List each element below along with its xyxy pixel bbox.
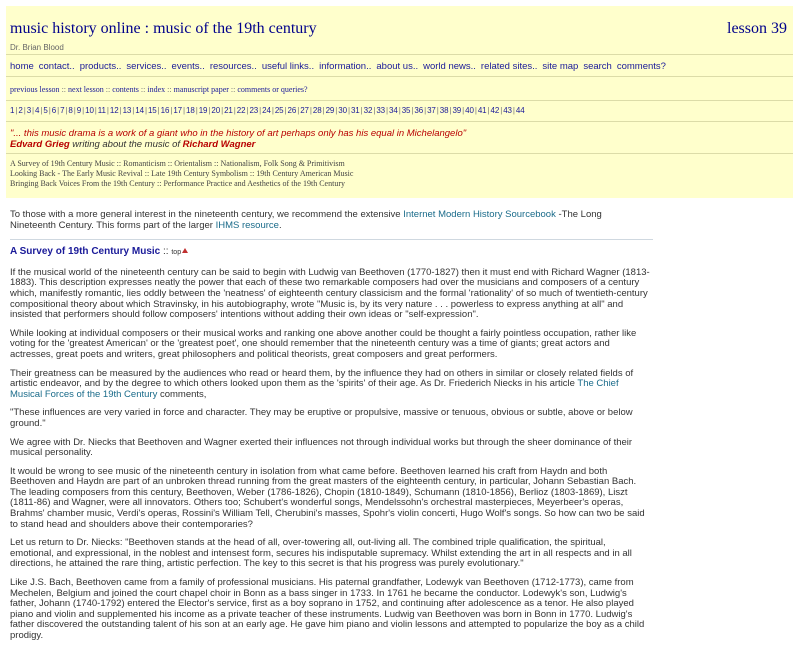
- topic-link[interactable]: Nationalism, Folk Song & Primitivism: [220, 159, 345, 168]
- lesson-link[interactable]: 1: [10, 106, 15, 115]
- lesson-link[interactable]: 39: [452, 106, 462, 115]
- paragraph: Let us return to Dr. Niecks: "Beethoven stands at the head of all, over-towering all, out-living all. The combined triple qualification, the spiritual, emotional, and expressional, in the noblest and intensest form, secures his indisputable supremacy. Whilst extending the art in all respects and in all directions, he attained the rare thing, artistic perfection. The key to this secret is that his progress was purely evolutionary.": [10, 537, 632, 570]
- separator: |: [170, 106, 173, 115]
- lesson-link[interactable]: 33: [376, 106, 386, 115]
- lessons-divider: [6, 121, 793, 122]
- separator: |: [398, 106, 401, 115]
- separator: |: [32, 106, 35, 115]
- lesson-link[interactable]: 15: [147, 106, 157, 115]
- separator: |: [233, 106, 236, 115]
- separator: ::: [167, 85, 172, 94]
- lesson-link[interactable]: 44: [515, 106, 525, 115]
- niecks-article-link[interactable]: The Chief Musical Forces of the 19th Century: [10, 378, 619, 400]
- sourcebook-link[interactable]: Internet Modern History Sourcebook: [403, 209, 556, 220]
- paragraph: It would be wrong to see music of the nineteenth century in isolation from what came before. Beethoven learned his craft from Haydn and both Beethoven and Haydn are part of an unbroken thread running from the great masters of the eighteenth century, in particular, Johann Sebastian Bach. The leading composers from this century, Beethoven, Weber (1786-1826), Chopin (1810-1849), Schumann (1810-1856), Berlioz (1803-1869), Liszt (1811-86) and Wagner, were all innovators. Others too; Schubert's wonderful songs, Mendelssohn's orchestral masterpieces, Meyerbeer's operas, Brahms' chamber music, Verdi's operas, Rossini's William Tell, Cherubini's masses, Spohr's violin concerti, Hugo Wolf's songs. So how can two be said to stand head and shoulders above their contemporaries?: [10, 465, 645, 530]
- section-separator: ::: [160, 246, 172, 258]
- topic-link[interactable]: Bringing Back Voices From the 19th Century: [10, 179, 156, 188]
- separator: |: [246, 106, 249, 115]
- separator: |: [297, 106, 300, 115]
- nav-item-comments[interactable]: comments?: [616, 61, 666, 72]
- lesson-number-nav: [10, 106, 525, 115]
- quote-attribution: [10, 139, 466, 150]
- separator: ::: [140, 85, 146, 94]
- separator: ::: [157, 179, 162, 188]
- separator: |: [474, 106, 477, 115]
- separator: |: [221, 106, 224, 115]
- sub-nav: [10, 85, 308, 94]
- topic-link[interactable]: Romanticism: [123, 159, 166, 168]
- nav-item-site-map[interactable]: site map: [542, 61, 579, 72]
- separator: ::: [144, 169, 150, 178]
- paragraph: Like J.S. Bach, Beethoven came from a family of professional musicians. His paternal grandfather, Lodewyk van Beethoven (1712-1773), came from Mechelen, Belgium and joined the court chapel choir in Bonn as a bass singer in 1733. In 1761 he became the conductor. Lodewyk's son, Ludwig's father, Johann (1740-1792) entered the Elector's service, first as a boy soprano in 1752, and continuing after adolescence as a tenor. He also played piano and violin and supplemented his income as a private teacher of these instruments. Ludwig van Beethoven was born in Bonn in 1770. Ludwig's father discovered the outstanding talent of his son at an early age. He gave him piano and violin lessons and attempted to popularize the boy as a child prodigy.: [10, 577, 645, 641]
- separator: ::: [61, 85, 67, 94]
- lesson-link[interactable]: 37: [427, 106, 436, 115]
- lesson-link[interactable]: 35: [401, 106, 411, 115]
- site-title[interactable]: music history online : music of the 19th century: [10, 20, 317, 37]
- lesson-link[interactable]: 12: [109, 106, 119, 115]
- lesson-link[interactable]: 36: [414, 106, 424, 115]
- lesson-link[interactable]: 20: [211, 106, 221, 115]
- paragraph: [10, 369, 650, 401]
- lesson-link[interactable]: 24: [262, 106, 271, 115]
- nav-item-products[interactable]: products..: [79, 61, 122, 72]
- separator: |: [23, 106, 26, 115]
- separator: |: [500, 106, 503, 115]
- lesson-link[interactable]: 23: [249, 106, 259, 115]
- lesson-link[interactable]: 21: [224, 106, 233, 115]
- quote-block: [10, 128, 466, 150]
- nav-divider: [6, 76, 793, 77]
- separator: |: [284, 106, 287, 115]
- lesson-link[interactable]: 3: [26, 106, 32, 115]
- topic-link[interactable]: Looking Back - The Early Music Revival: [10, 169, 143, 178]
- lesson-link[interactable]: 4: [35, 106, 40, 115]
- separator: |: [487, 106, 490, 115]
- lesson-link[interactable]: 2: [18, 106, 23, 115]
- separator: |: [15, 106, 18, 115]
- subnav-item[interactable]: comments or queries?: [237, 85, 308, 94]
- separator: |: [512, 106, 515, 115]
- nav-item-useful-links[interactable]: useful links..: [261, 61, 315, 72]
- separator: |: [40, 106, 43, 115]
- subnav-item[interactable]: contents: [112, 85, 139, 94]
- paragraph-text: Their greatness can be measured by the audiences who read or heard them, by the influence they had on others in similar or closely related fields of artistic endeavor, and by the degree to which others looked upon them as the 'spirits' of their age. As Dr. Friederich Niecks in his article: [10, 367, 634, 390]
- lesson-link[interactable]: 22: [236, 106, 246, 115]
- separator: |: [322, 106, 325, 115]
- separator: |: [48, 106, 51, 115]
- lesson-link[interactable]: 5: [43, 106, 48, 115]
- topic-link[interactable]: Performance Practice and Aesthetics of the 19th Century: [163, 179, 345, 188]
- lesson-link[interactable]: 41: [477, 106, 487, 115]
- nav-item-resources[interactable]: resources..: [209, 61, 257, 72]
- separator: ::: [230, 85, 236, 94]
- separator: |: [259, 106, 262, 115]
- topic-link[interactable]: A Survey of 19th Century Music: [10, 159, 115, 168]
- lesson-link[interactable]: 7: [60, 106, 65, 115]
- separator: ::: [214, 159, 219, 168]
- separator: |: [195, 106, 198, 115]
- separator: |: [157, 106, 160, 115]
- lesson-link[interactable]: 9: [76, 106, 82, 115]
- lesson-link[interactable]: 28: [312, 106, 322, 115]
- nav-item-search[interactable]: search: [583, 61, 612, 72]
- subnav-item[interactable]: previous lesson: [10, 85, 60, 94]
- separator: ::: [105, 85, 111, 94]
- section-heading: [10, 247, 650, 259]
- lesson-link[interactable]: 14: [135, 106, 144, 115]
- separator: |: [144, 106, 147, 115]
- author-name: Dr. Brian Blood: [10, 43, 64, 52]
- lesson-link[interactable]: 31: [350, 106, 360, 115]
- separator: |: [208, 106, 211, 115]
- lesson-label: lesson 39: [727, 20, 787, 37]
- nav-item-events[interactable]: events..: [171, 61, 205, 72]
- separator: |: [436, 106, 439, 115]
- separator: |: [449, 106, 452, 115]
- quote-subject: Richard Wagner: [182, 139, 256, 150]
- subnav-item[interactable]: next lesson: [68, 85, 104, 94]
- separator: |: [82, 106, 85, 115]
- lesson-link[interactable]: 17: [173, 106, 183, 115]
- separator: |: [183, 106, 185, 115]
- intro-after: .: [278, 219, 282, 231]
- header-divider: [6, 54, 793, 55]
- topic-link[interactable]: Orientalism: [174, 159, 213, 168]
- nav-item-services[interactable]: services..: [126, 61, 167, 72]
- separator: |: [73, 106, 76, 115]
- lesson-link[interactable]: 25: [274, 106, 284, 115]
- subnav-item[interactable]: index: [147, 85, 166, 94]
- intro-middle: -The Long Nineteenth Century. This forms part of the larger: [10, 209, 602, 231]
- quote-text: "... this music drama is a work of a giant who in the history of art perhaps only has his equal in Michelangelo": [10, 128, 467, 139]
- lesson-link[interactable]: 40: [465, 106, 474, 115]
- topic-row: [10, 169, 353, 179]
- ihms-link[interactable]: IHMS resource: [215, 219, 279, 231]
- separator: |: [411, 106, 414, 115]
- lesson-link[interactable]: 42: [490, 106, 500, 115]
- section-divider: [10, 239, 653, 240]
- paragraph-text: comments,: [157, 388, 207, 400]
- subnav-divider: [6, 100, 793, 101]
- separator: |: [386, 106, 388, 115]
- main-content: [10, 210, 650, 650]
- lesson-link[interactable]: 11: [97, 106, 106, 115]
- lesson-link[interactable]: 32: [363, 106, 373, 115]
- lesson-link[interactable]: 18: [186, 106, 195, 115]
- subnav-item[interactable]: manuscript paper: [173, 85, 229, 94]
- separator: |: [65, 106, 68, 115]
- separator: |: [360, 106, 363, 115]
- intro-before: To those with a more general interest in the nineteenth century, we recommend the extensive: [10, 209, 404, 220]
- section-title: A Survey of 19th Century Music: [10, 246, 161, 258]
- quote-divider: [6, 153, 793, 154]
- topic-row: [10, 159, 353, 169]
- paragraph: We agree with Dr. Niecks that Beethoven and Wagner exerted their influences not through individual works but through the sheer dominance of their musical personality.: [10, 436, 633, 459]
- topic-link[interactable]: Late 19th Century Symbolism: [151, 169, 248, 178]
- separator: |: [373, 106, 376, 115]
- lesson-link[interactable]: 34: [389, 106, 398, 115]
- article-body: [10, 268, 650, 642]
- separator: |: [335, 106, 338, 115]
- paragraph: While looking at individual composers or their musical works and ranking one above another could be thought a fairly pointless occupation, rather like voting for the 'greatest American' or the 'greatest poet', one should remember that the nineteenth century was a time of giants; great actors and actresses, great poets and writers, great philosophers and political theorists, great composers and great performers.: [10, 327, 637, 360]
- lesson-link[interactable]: 38: [439, 106, 449, 115]
- separator: |: [309, 106, 312, 115]
- lesson-link[interactable]: 19: [198, 106, 208, 115]
- separator: ::: [167, 159, 173, 168]
- lesson-link[interactable]: 29: [325, 106, 335, 115]
- top-link[interactable]: top: [171, 249, 182, 257]
- separator: |: [424, 106, 427, 115]
- nav-item-related-sites[interactable]: related sites..: [480, 61, 538, 72]
- paragraph: "These influences are very varied in force and character. They may be eruptive or propulsive, massive or tenuous, obvious or subtle, above or below ground.": [10, 407, 633, 429]
- lesson-link[interactable]: 8: [68, 106, 73, 115]
- intro-paragraph: [10, 210, 650, 231]
- nav-item-contact[interactable]: contact..: [38, 61, 75, 72]
- topic-row: [10, 179, 353, 189]
- up-arrow-icon[interactable]: [182, 248, 188, 253]
- nav-item-information[interactable]: information..: [319, 61, 372, 72]
- separator: ::: [116, 159, 122, 168]
- lesson-link[interactable]: 10: [85, 106, 94, 115]
- lesson-link[interactable]: 26: [287, 106, 297, 115]
- paragraph: If the musical world of the nineteenth century can be said to begin with Ludwig van Beethoven (1770-1827) then it must end with Richard Wagner (1813-1883). This description expresses neatly the power that each of these two remarkable composers had over the musicians and composers of a century which, manifestly romantic, lies oddly between the 'neatness' of eighteenth century classicism and the formal 'rationality' of so much of twentieth-century compositional theory about which Stravinsky, in his autobiography, wrote "Music is, by its very nature . . . powerless to express anything at all" and insisted that performers should follow composers' intentions without adding their own ideas or "self-expression".: [10, 266, 650, 321]
- separator: |: [271, 106, 274, 115]
- quote-author: Edvard Grieg: [10, 139, 70, 150]
- separator: |: [119, 106, 122, 115]
- topic-links: [10, 159, 353, 189]
- separator: |: [347, 106, 350, 115]
- main-nav: [10, 61, 671, 72]
- site-header: [6, 6, 793, 198]
- quote-middle: writing about the music of: [69, 139, 183, 150]
- lesson-link[interactable]: 13: [122, 106, 132, 115]
- nav-item-home[interactable]: home: [10, 61, 34, 72]
- separator: |: [462, 106, 465, 115]
- nav-item-about-us[interactable]: about us..: [376, 61, 419, 72]
- lesson-link[interactable]: 30: [338, 106, 347, 115]
- lesson-link[interactable]: 43: [503, 106, 512, 115]
- lesson-link[interactable]: 16: [160, 106, 170, 115]
- separator: |: [132, 106, 135, 115]
- lesson-link[interactable]: 27: [300, 106, 309, 115]
- separator: ::: [249, 169, 255, 178]
- topic-link[interactable]: 19th Century American Music: [256, 169, 354, 178]
- separator: |: [106, 106, 109, 115]
- separator: |: [94, 106, 97, 115]
- separator: |: [57, 106, 60, 115]
- nav-item-world-news[interactable]: world news..: [423, 61, 476, 72]
- lesson-link[interactable]: 6: [51, 106, 57, 115]
